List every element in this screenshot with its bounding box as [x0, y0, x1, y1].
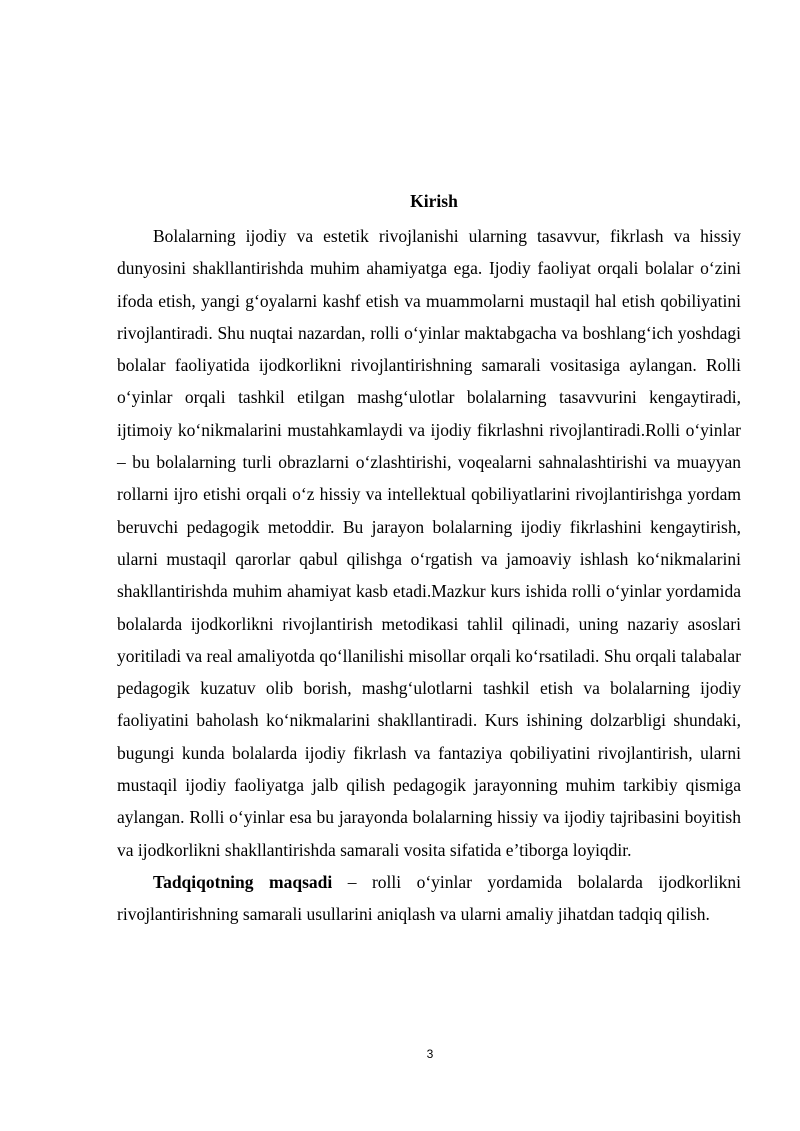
body-text: [117, 220, 741, 931]
section-title: Kirish: [410, 191, 458, 211]
intro-paragraph: Bolalarning ijodiy va estetik rivojlanishi ularning tasavvur, fikrlash va hissiy dunyosini shakllantirishda muhim ahamiyatga ega. Ijodiy faoliyat orqali bolalar o‘zini ifoda etish, yangi g‘oyalarni kashf etish va muammolarni mustaqil hal etish qobiliyatini rivojlantiradi. Shu nuqtai nazardan, rolli o‘yinlar maktabgacha va boshlang‘ich yoshdagi bolalar faoliyatida ijodkorlikni rivojlantirishning samarali vositasiga aylangan. Rolli o‘yinlar orqali tashkil etilgan mashg‘ulotlar bolalarning tasavvurini kengaytiradi, ijtimoiy ko‘nikmalarini mustahkamlaydi va ijodiy fikrlashni rivojlantiradi.Rolli o‘yinlar – bu bolalarning turli obrazlarni o‘zlashtirishi, voqealarni sahnalashtirishi va muayyan rollarni ijro etishi orqali o‘z hissiy va intellektual qobiliyatlarini rivojlantirishga yordam beruvchi pedagogik metoddir. Bu jarayon bolalarning ijodiy fikrlashini kengaytirish, ularni mustaqil qarorlar qabul qilishga o‘rgatish va jamoaviy ishlash ko‘nikmalarini shakllantirishda muhim ahamiyat kasb etadi.Mazkur kurs ishida rolli o‘yinlar yordamida bolalarda ijodkorlikni rivojlantirish metodikasi tahlil qilinadi, uning nazariy asoslari yoritiladi va real amaliyotda qo‘llanilishi misollar orqali ko‘rsatiladi. Shu orqali talabalar pedagogik kuzatuv olib borish, mashg‘ulotlarni tashkil etish va bolalarning ijodiy faoliyatini baholash ko‘nikmalarini shakllantiradi. Kurs ishining dolzarbligi shundaki, bugungi kunda bolalarda ijodiy fikrlash va fantaziya qobiliyatini rivojlantirish, ularni mustaqil ijodiy faoliyatga jalb qilish pedagogik jarayonning muhim tarkibiy qismiga aylangan. Rolli o‘yinlar esa bu jarayonda bolalarning hissiy va ijodiy tajribasini boyitish va ijodkorlikni shakllantirishda samarali vosita sifatida e’tiborga loyiqdir.: [117, 226, 741, 860]
goal-label: Tadqiqotning maqsadi: [153, 871, 333, 892]
goal-paragraph: [117, 866, 741, 931]
page-number: 3: [426, 1047, 434, 1061]
goal-text: – rolli o‘yinlar yordamida bolalarda ijodkorlikni rivojlantirishning samarali usullarini aniqlash va ularni amaliy jihatdan tadqiq qilish.: [117, 871, 742, 925]
